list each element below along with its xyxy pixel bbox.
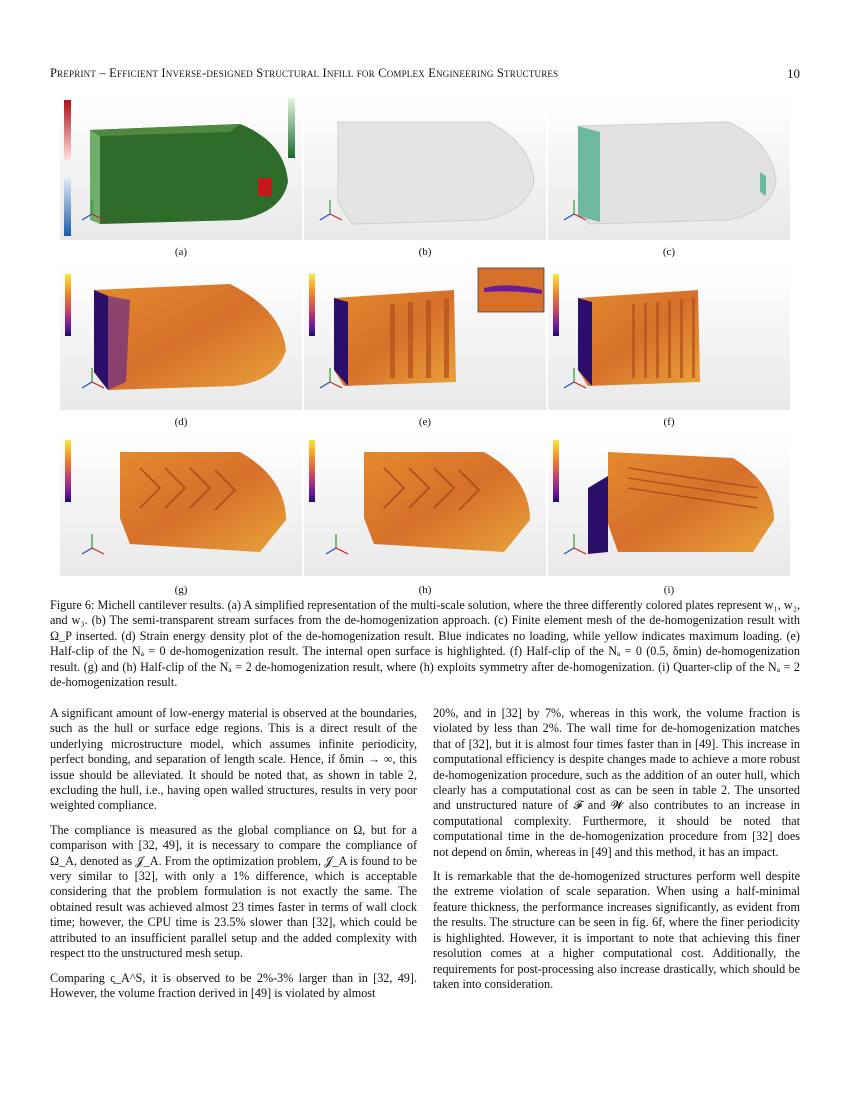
panel-a-label: (a) bbox=[174, 246, 188, 258]
panel-h-label: (h) bbox=[418, 584, 432, 596]
body-column-left bbox=[50, 706, 417, 1010]
page-header bbox=[50, 66, 800, 82]
panel-g-label: (g) bbox=[174, 584, 188, 596]
left-paragraph-2: The compliance is measured as the global compliance on Ω, but for a comparison with [32, 49], it is necessary to compare the compliance of Ω_A, denoted as 𝒥_A. From the optimization problem, 𝒥_A is found to be very similar to [32], with only a 1% difference, which is acceptable considering that the problem formulation is not exactly the same. The obtained result was achieved almost 23 times faster in terms of wall clock time; however, the CPU time is 23.5% slower than [32], which could be attributed to an insufficient parallel setup and the added complexity with respect tto the unstructured mesh setup. bbox=[50, 822, 417, 961]
figure-panel-i bbox=[548, 428, 790, 576]
figure-panel-c bbox=[548, 92, 790, 240]
figure-panel-g bbox=[60, 428, 302, 576]
right-paragraph-2: It is remarkable that the de-homogenized structures perform well despite the extreme violation of scale separation. When using a half-minimal feature thickness, the performance increases significantly, as evident from the results. The structure can be seen in fig. 6f, where the finer periodicity is highlighted. However, it is important to note that achieving this finer resolution comes at a higher computational cost. Additionally, the requirements for post-processing also increase drastically, which should be taken into consideration. bbox=[433, 869, 800, 991]
panel-e-label: (e) bbox=[418, 416, 432, 428]
panel-d-label: (d) bbox=[174, 416, 188, 428]
caption-prefix: Figure 6: Michell cantilever results. bbox=[50, 598, 225, 612]
figure-panel-f bbox=[548, 262, 790, 410]
figure-panel-b bbox=[304, 92, 546, 240]
figure-panel-e bbox=[304, 262, 546, 410]
figure-panel-h bbox=[304, 428, 546, 576]
panel-c-label: (c) bbox=[662, 246, 676, 258]
right-paragraph-1: 20%, and in [32] by 7%, whereas in this work, the volume fraction is violated by less than 2%. The wall time for de-homogenization matches that of [32], but it is almost four times faster than in [49]. This increase in computational efficiency is despite changes made to achieve a more robust de-homogenization procedure, such as the addition of an outer hull, which clearly has a computational cost as can be seen in table 2. The unsorted and unstructured nature of 𝓕 and 𝓦 also contributes to an increase in computational complexity. Furthermore, it should be noted that computational time in the de-homogenization procedure from [32] does not depend on δmin, whereas in [49] and this method, it has an impact. bbox=[433, 706, 800, 859]
figure-panel-d bbox=[60, 262, 302, 410]
w1-plate-shape bbox=[90, 124, 288, 224]
left-paragraph-3: Comparing ς_A^S, it is observed to be 2%-3% larger than in [32, 49]. However, the volume fraction derived in [49] is violated by almost bbox=[50, 970, 417, 1000]
running-title: Preprint – Efficient Inverse-designed Structural Infill for Complex Engineering Structures bbox=[50, 66, 559, 80]
panel-b-label: (b) bbox=[418, 246, 432, 258]
figure-panel-a bbox=[60, 92, 302, 240]
left-paragraph-1: A significant amount of low-energy material is observed at the boundaries, such as the hull or surface edge regions. This is a direct result of the underlying microstructure model, which assumes infinite periodicity, perfect bonding, and separation of length scale. Hence, if δmin → ∞, this issue should be alleviated. It should be noted that, as shown in table 2, excluding the hull, i.e., having open walled structures, results in very poor weighted compliance. bbox=[50, 706, 417, 813]
page-number: 10 bbox=[787, 66, 800, 81]
body-column-right bbox=[433, 706, 800, 1001]
panel-i-label: (i) bbox=[663, 584, 675, 596]
figure-caption bbox=[50, 598, 800, 690]
caption-text: (a) A simplified representation of the multi-scale solution, where the three differently colored plates represent w₁, w₂, and w₃. (b) The semi-transparent stream surfaces from the de-homogenization approach. (c) Finite element mesh of the de-homogenization result with Ω_P inserted. (d) Strain energy density plot of the de-homogenization result. Blue indicates no loading, while yellow indicates maximum loading. (e) Half-clip of the Nₐ = 0 de-homogenization result. The internal open surface is highlighted. (f) Half-clip of the Nₐ = 0 (0.5, δmin) de-homogenization result. (g) and (h) Half-clip of the Nₐ = 2 de-homogenization result, where (h) exploits symmetry after de-homogenization. (i) Quarter-clip of the Nₐ = 2 de-homogenization result. bbox=[50, 598, 801, 690]
panel-f-label: (f) bbox=[663, 416, 675, 428]
